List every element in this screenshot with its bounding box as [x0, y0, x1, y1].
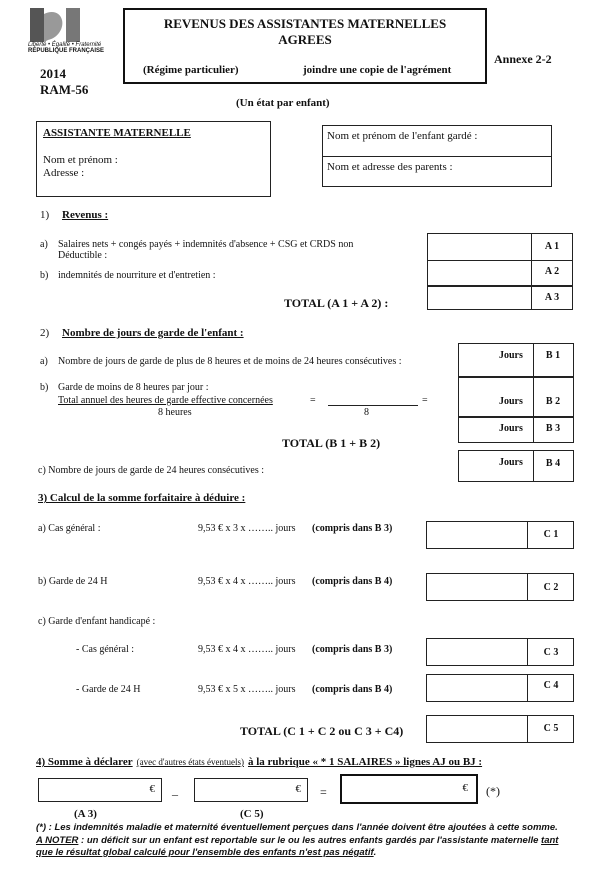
logo-country: RÉPUBLIQUE FRANÇAISE [28, 48, 105, 54]
b1-jours: Jours [499, 350, 523, 361]
form-code: RAM-56 [40, 82, 89, 97]
jours-b-letter: b) [40, 382, 49, 393]
jours-total-label: TOTAL (B 1 + B 2) [282, 436, 381, 450]
revenus-b-text: indemnités de nourriture et d'entretien : [58, 270, 216, 281]
c1-code: C 1 [543, 529, 559, 540]
assistante-address-field[interactable]: Adresse : [43, 167, 85, 179]
jours-a-text: Nombre de jours de garde de plus de 8 heures et de moins de 24 heures consécutives : [58, 356, 402, 367]
forfait-c1-formula: 9,53 € x 4 x …….. jours [198, 644, 296, 655]
c5-field[interactable] [426, 715, 574, 743]
forfait-a-label: a) Cas général : [38, 523, 101, 534]
declare-c5-field[interactable] [194, 778, 308, 802]
forfait-a-formula: 9,53 € x 3 x …….. jours [198, 523, 296, 534]
revenus-a-line2: Déductible : [58, 250, 108, 261]
section4-title-a: 4) Somme à déclarer [36, 756, 133, 768]
section1-title: Revenus : [62, 209, 109, 221]
c3-field[interactable] [426, 638, 574, 666]
regime-label: (Régime particulier) [143, 64, 239, 76]
per-child-note: (Un état par enfant) [236, 97, 330, 109]
declare-a3-euro: € [149, 783, 155, 795]
b1-field[interactable] [458, 343, 574, 377]
assistante-name-field[interactable]: Nom et prénom : [43, 154, 118, 166]
footnote-note-label: A NOTER [36, 834, 79, 846]
revenus-a-letter: a) [40, 239, 48, 250]
jours-b-denominator: 8 heures [158, 407, 192, 418]
b3-jours: Jours [499, 423, 523, 434]
fraction-line [328, 405, 418, 406]
jours-c-text: c) Nombre de jours de garde de 24 heures consécutives : [38, 465, 265, 476]
b3-code: B 3 [545, 423, 561, 434]
declare-result-euro: € [462, 782, 468, 794]
marianne-icon [30, 8, 80, 42]
logo-motto: Liberté • Égalité • Fraternité [28, 42, 102, 48]
c2-field[interactable] [426, 573, 574, 601]
revenus-a-text [58, 239, 418, 261]
forfait-b-label: b) Garde de 24 H [38, 576, 108, 587]
forfait-c1-ref: (compris dans B 3) [312, 644, 393, 655]
section4-title-c: à la rubrique « * 1 SALAIRES » lignes AJ ou BJ : [247, 756, 483, 768]
revenus-b-letter: b) [40, 270, 49, 281]
assistante-box [36, 121, 271, 197]
forfait-c1-label: - Cas général : [76, 644, 135, 655]
c5-code: C 5 [543, 723, 559, 734]
b2-code: B 2 [545, 396, 561, 407]
b2-jours: Jours [499, 396, 523, 407]
title-line2: AGREES [278, 32, 332, 47]
declare-c5-euro: € [295, 783, 301, 795]
section2-number: 2) [40, 327, 50, 339]
result-star: (*) [486, 784, 500, 798]
b3-field[interactable] [458, 417, 574, 443]
b2-field[interactable] [458, 377, 574, 417]
a1-field[interactable] [427, 233, 573, 261]
child-name-field[interactable]: Nom et prénom de l'enfant gardé : [327, 130, 478, 142]
form-year: 2014 [40, 66, 66, 81]
jours-b-eq1: = [310, 395, 316, 406]
forfait-b-ref: (compris dans B 4) [312, 576, 393, 587]
forfait-c-label: c) Garde d'enfant handicapé : [38, 616, 156, 627]
jours-b-line2: Total annuel des heures de garde effective concernées [58, 395, 273, 406]
forfait-c2-formula: 9,53 € x 5 x …….. jours [198, 684, 296, 695]
ref-c5: (C 5) [240, 808, 264, 820]
a3-code: A 3 [544, 292, 560, 303]
c1-field[interactable] [426, 521, 574, 549]
revenus-a-line1: Salaires nets + congés payés + indemnités d'absence + CSG et CRDS non [58, 239, 354, 250]
forfait-c2-ref: (compris dans B 4) [312, 684, 393, 695]
declare-result-field[interactable] [340, 774, 478, 804]
c3-code: C 3 [543, 647, 559, 658]
b4-jours: Jours [499, 457, 523, 468]
jours-a-letter: a) [40, 356, 48, 367]
section2-title: Nombre de jours de garde de l'enfant : [62, 327, 244, 339]
footnote [36, 822, 564, 860]
fraction-denominator: 8 [364, 407, 369, 418]
section3-title: 3) Calcul de la somme forfaitaire à déduire : [38, 492, 246, 504]
section1-number: 1) [40, 209, 50, 221]
title-box [123, 8, 487, 84]
c4-field[interactable] [426, 674, 574, 702]
forfait-a-ref: (compris dans B 3) [312, 523, 393, 534]
jours-b-line1: Garde de moins de 8 heures par jour : [58, 382, 209, 393]
c2-code: C 2 [543, 582, 559, 593]
parents-field[interactable]: Nom et adresse des parents : [327, 161, 453, 173]
forfait-b-formula: 9,53 € x 4 x …….. jours [198, 576, 296, 587]
ref-a3: (A 3) [74, 808, 97, 820]
forfait-total-label: TOTAL (C 1 + C 2 ou C 3 + C4) [240, 724, 404, 738]
a2-field[interactable] [427, 260, 573, 286]
equals-sign: = [320, 785, 327, 799]
join-copy-label: joindre une copie de l'agrément [303, 64, 452, 76]
section4-title-b: (avec d'autres états éventuels) [136, 757, 244, 767]
declare-a3-field[interactable] [38, 778, 162, 802]
footnote-part2: : un déficit sur un enfant est reportable sur le ou les autres enfants gardés par l'assistante maternelle [81, 834, 539, 846]
title-line1: REVENUS DES ASSISTANTES MATERNELLES [163, 16, 447, 31]
assistante-heading: ASSISTANTE MATERNELLE [43, 127, 191, 139]
section4-title [36, 752, 482, 770]
a2-code: A 2 [544, 266, 560, 277]
c4-code: C 4 [543, 680, 559, 691]
b4-field[interactable] [458, 450, 574, 482]
b1-code: B 1 [545, 350, 561, 361]
footnote-part1: (*) : Les indemnités maladie et maternité éventuellement perçues dans l'année doivent être ajoutées à cette somme. [36, 822, 558, 833]
a3-field[interactable] [427, 286, 573, 310]
republique-logo [28, 8, 116, 62]
b4-code: B 4 [545, 458, 561, 469]
forfait-c2-label: - Garde de 24 H [76, 684, 141, 695]
footnote-end: . [373, 847, 377, 858]
revenus-total-label: TOTAL (A 1 + A 2) : [284, 296, 389, 310]
minus-sign: _ [172, 783, 178, 797]
annexe-label: Annexe 2-2 [494, 52, 552, 66]
jours-b-eq2: = [422, 395, 428, 406]
child-box [322, 125, 552, 187]
footnote-part3: tant que le résultat global calculé pour l'ensemble des enfants n'est pas négatif [36, 834, 559, 858]
a1-code: A 1 [544, 241, 560, 252]
